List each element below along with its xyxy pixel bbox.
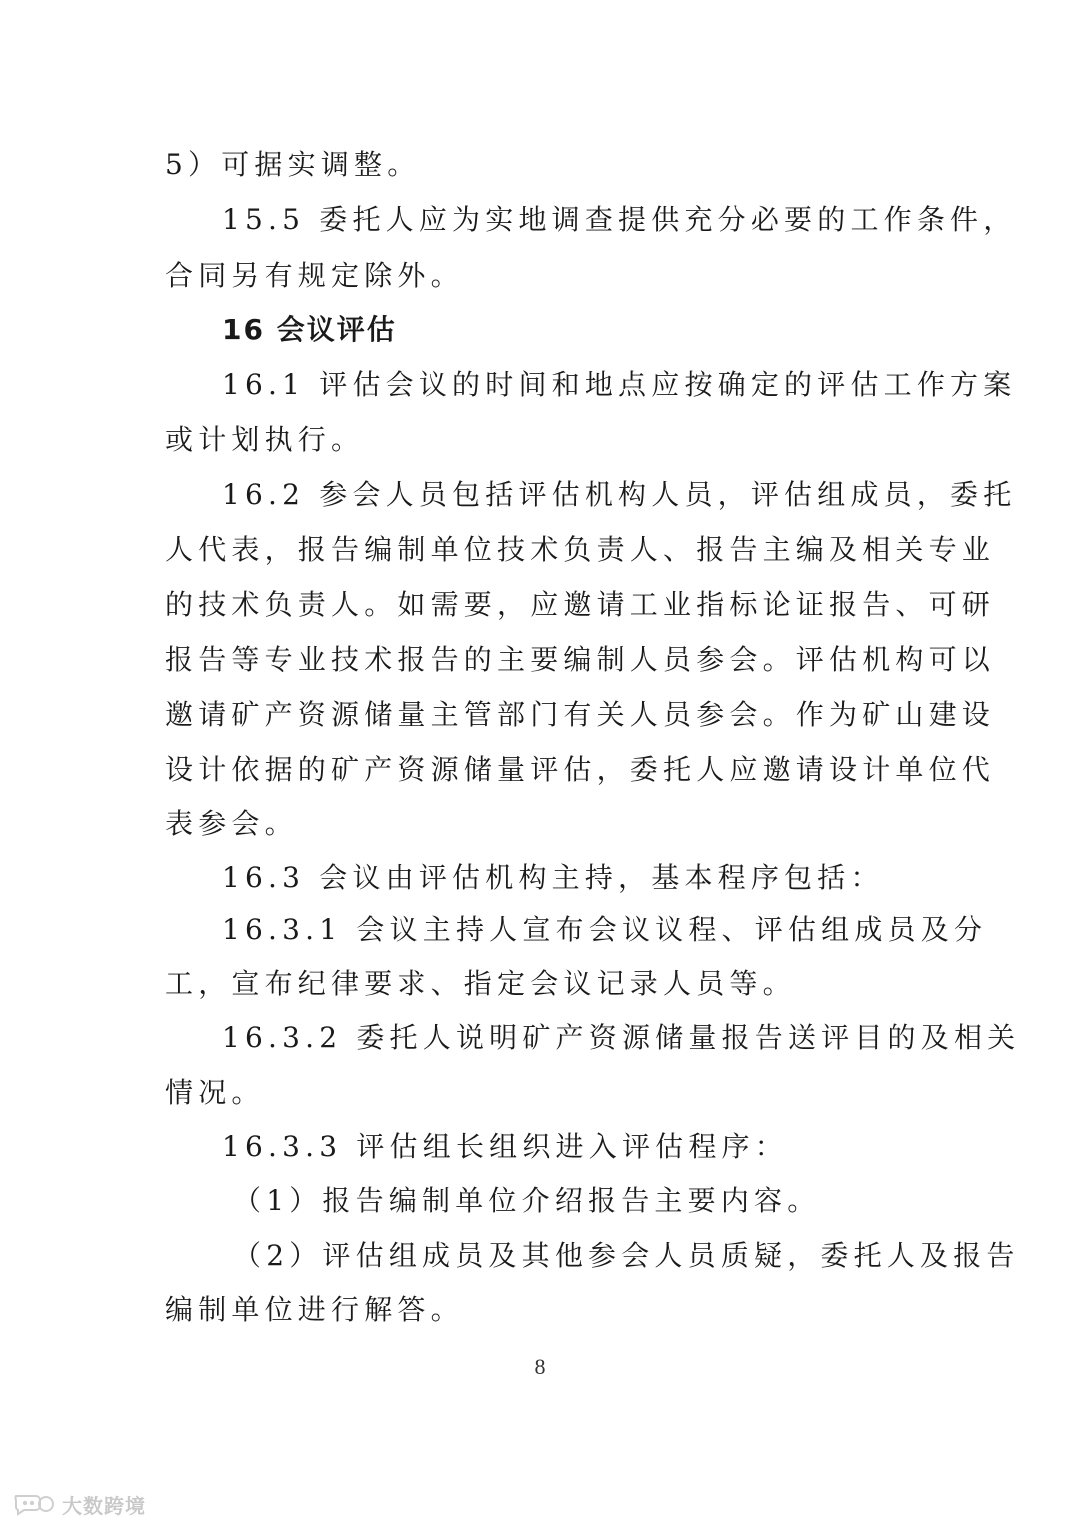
- watermark: [12, 1489, 146, 1519]
- text-line: 15.5 委托人应为实地调查提供充分必要的工作条件，: [222, 203, 1017, 236]
- text-line: 报告等专业技术报告的主要编制人员参会。评估机构可以: [165, 643, 996, 676]
- text-line: 16.2 参会人员包括评估机构人员，评估组成员，委托: [222, 478, 1017, 511]
- text-line: 合同另有规定除外。: [165, 259, 464, 292]
- text-line: 设计依据的矿产资源储量评估，委托人应邀请设计单位代: [165, 753, 996, 786]
- text-line: 5）可据实调整。: [165, 148, 421, 181]
- text-line: 编制单位进行解答。: [165, 1293, 464, 1326]
- text-line: 工，宣布纪律要求、指定会议记录人员等。: [165, 967, 796, 1000]
- text-line: （2）评估组成员及其他参会人员质疑，委托人及报告: [233, 1239, 1020, 1272]
- watermark-text: 大数跨境: [62, 1493, 146, 1518]
- text-line: 16.3.2 委托人说明矿产资源储量报告送评目的及相关: [222, 1021, 1021, 1054]
- speech-bubble-logo-icon: [12, 1492, 56, 1516]
- text-line: 16.3 会议由评估机构主持，基本程序包括：: [222, 861, 884, 894]
- text-line: 16.3.3 评估组长组织进入评估程序：: [222, 1130, 788, 1163]
- text-line: 或计划执行。: [165, 423, 365, 456]
- text-line: 16.3.1 会议主持人宣布会议议程、评估组成员及分: [222, 913, 988, 946]
- text-line: 情况。: [165, 1076, 265, 1109]
- text-line: 16.1 评估会议的时间和地点应按确定的评估工作方案: [222, 368, 1017, 401]
- page-number: 8: [534, 1354, 546, 1379]
- section-heading: 16 会议评估: [222, 313, 397, 346]
- text-line: 人代表，报告编制单位技术负责人、报告主编及相关专业: [165, 533, 996, 566]
- text-line: 邀请矿产资源储量主管部门有关人员参会。作为矿山建设: [165, 698, 996, 731]
- text-line: （1）报告编制单位介绍报告主要内容。: [233, 1184, 821, 1217]
- text-line: 表参会。: [165, 807, 298, 840]
- text-line: 的技术负责人。如需要，应邀请工业指标论证报告、可研: [165, 588, 996, 621]
